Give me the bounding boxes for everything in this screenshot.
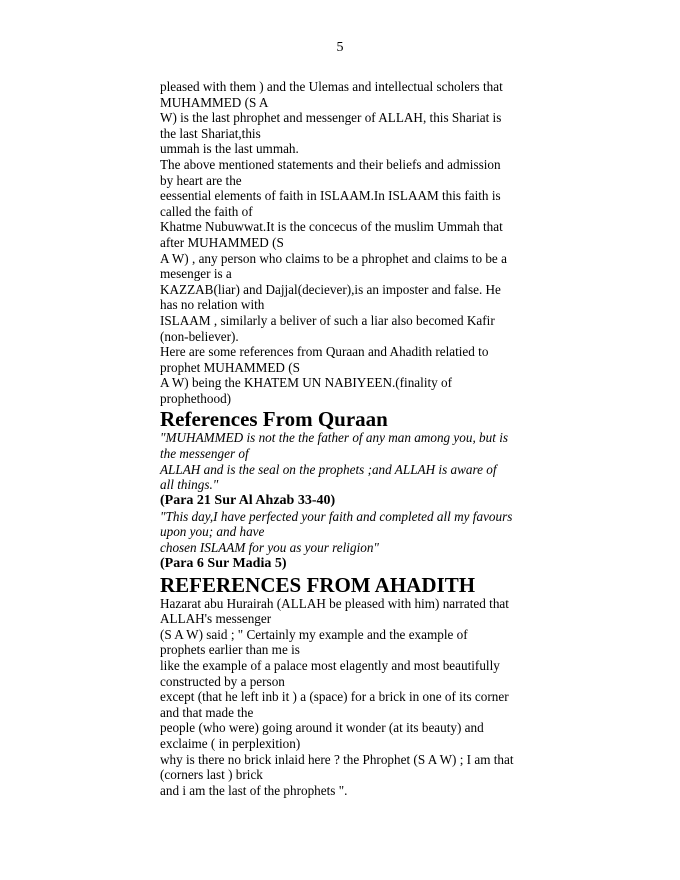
intro-paragraph [160, 79, 525, 406]
text-line: exclaime ( in perplexition) [160, 735, 301, 751]
text-line: prophet MUHAMMED (S [160, 359, 300, 375]
text-line: The above mentioned statements and their beliefs and admission [160, 156, 501, 172]
text-line: ummah is the last ummah. [160, 141, 299, 157]
quote-line: "This day,I have perfected your faith and completed all my favours [160, 508, 513, 524]
text-line: (non-believer). [160, 328, 239, 344]
text-line: the last Shariat,this [160, 125, 261, 141]
text-line: called the faith of [160, 203, 253, 219]
text-line: and i am the last of the phrophets ". [160, 782, 348, 798]
quraan-quote-2 [160, 509, 525, 556]
ahadith-paragraph [160, 596, 525, 799]
text-line: by heart are the [160, 172, 242, 188]
quote-line: the messenger of [160, 446, 249, 462]
heading-references-ahadith: REFERENCES FROM AHADITH [160, 572, 476, 597]
text-line: and that made the [160, 704, 254, 720]
text-line: ALLAH's messenger [160, 611, 272, 627]
text-line: mesenger is a [160, 266, 232, 282]
quote-line: all things." [160, 477, 219, 493]
text-line: (corners last ) brick [160, 767, 263, 783]
text-line: prophets earlier than me is [160, 642, 300, 658]
text-line: Hazarat abu Hurairah (ALLAH be pleased with him) narrated that [160, 595, 509, 611]
text-line: constructed by a person [160, 673, 285, 689]
text-line: why is there no brick inlaid here ? the Phrophet (S A W) ; I am that [160, 751, 514, 767]
text-line: A W) being the KHATEM UN NABIYEEN.(finality of [160, 375, 453, 391]
text-line: has no relation with [160, 297, 265, 313]
quraan-reference-2: (Para 6 Sur Madia 5) [160, 555, 287, 571]
quote-line: "MUHAMMED is not the the father of any man among you, but is [160, 430, 509, 446]
text-line: prophethood) [160, 390, 232, 406]
text-line: people (who were) going around it wonder (at its beauty) and [160, 720, 484, 736]
page-number: 5 [336, 40, 344, 55]
text-line: pleased with them ) and the Ulemas and intellectual scholers that [160, 79, 503, 94]
text-line: except (that he left inb it ) a (space) for a brick in one of its corner [160, 689, 509, 705]
text-line: Here are some references from Quraan and Ahadith relatied to [160, 344, 489, 360]
heading-references-quraan: References From Quraan [160, 407, 388, 432]
quraan-reference-1: (Para 21 Sur Al Ahzab 33-40) [160, 492, 336, 508]
text-line: eessential elements of faith in ISLAAM.In ISLAAM this faith is [160, 188, 501, 204]
quote-line: upon you; and have [160, 524, 265, 540]
text-line: KAZZAB(liar) and Dajjal(deciever),is an imposter and false. He [160, 281, 501, 297]
text-line: W) is the last phrophet and messenger of ALLAH, this Shariat is [160, 110, 502, 126]
text-line: after MUHAMMED (S [160, 234, 284, 250]
document-body [160, 79, 525, 798]
quraan-quote-1 [160, 430, 525, 492]
text-line: A W) , any person who claims to be a phrophet and claims to be a [160, 250, 507, 266]
text-line: Khatme Nubuwwat.It is the concecus of the muslim Ummah that [160, 219, 503, 235]
text-line: MUHAMMED (S A [160, 94, 269, 110]
quote-line: ALLAH and is the seal on the prophets ;and ALLAH is aware of [160, 461, 497, 477]
text-line: (S A W) said ; " Certainly my example and the example of [160, 626, 468, 642]
quote-line: chosen ISLAAM for you as your religion" [160, 540, 379, 556]
text-line: ISLAAM , similarly a beliver of such a liar also becomed Kafir [160, 312, 495, 328]
text-line: like the example of a palace most elagently and most beautifully [160, 658, 500, 673]
